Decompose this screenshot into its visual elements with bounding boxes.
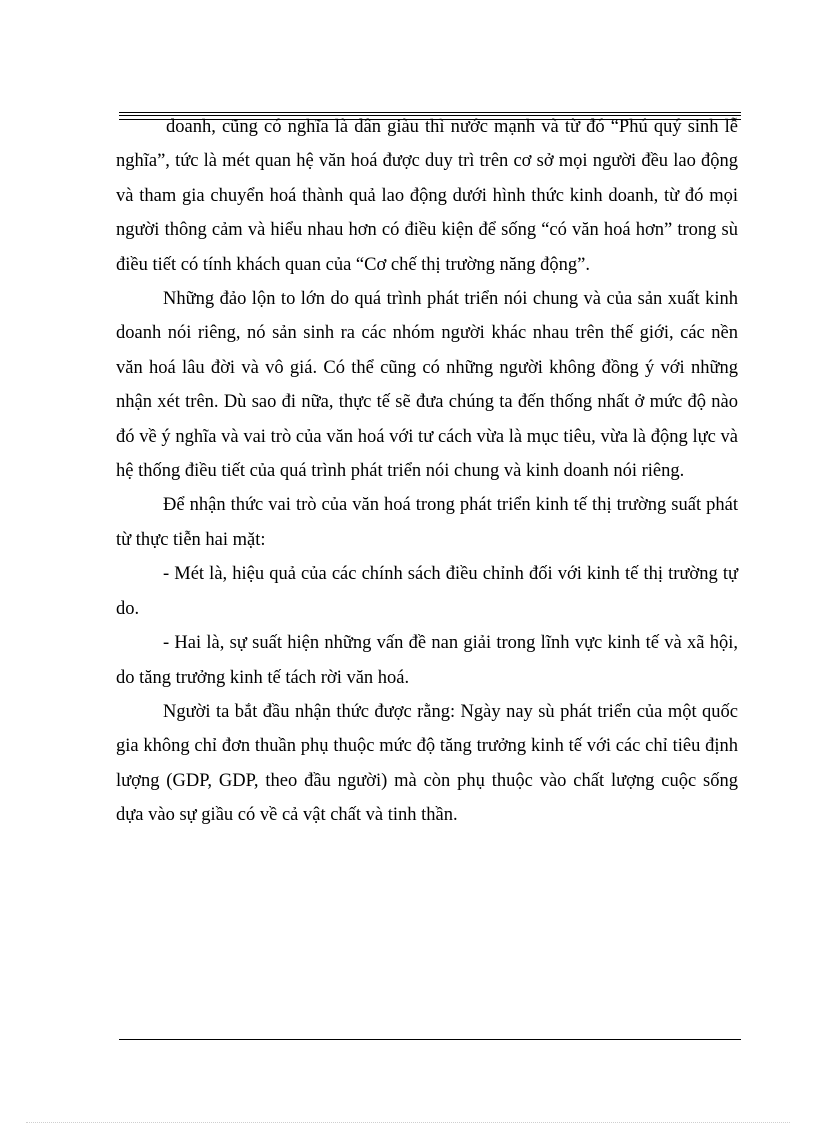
paragraph-4-list-item: - Mét là, hiệu quả của các chính sách điều chỉnh đối với kinh tế thị trường tự do. xyxy=(116,564,738,619)
paragraph-6: Người ta bắt đầu nhận thức được rằng: Ngày nay sù phát triển của một quốc gia không chỉ đơn thuần phụ thuộc mức độ tăng trưởng kinh tế với các chỉ tiêu định lượng (GDP, GDP, theo đầu người) mà còn phụ thuộc vào chất lượng cuộc sống dựa vào sự giầu có về cả vật chất và tinh thần. xyxy=(116,701,738,826)
paragraph-5-list-item: - Hai là, sự suất hiện những vấn đề nan giải trong lĩnh vực kinh tế và xã hội, do tăng trưởng kinh tế tách rời văn hoá. xyxy=(116,633,738,688)
document-body xyxy=(116,110,738,833)
paragraph-3: Để nhận thức vai trò của văn hoá trong phát triển kinh tế thị trường suất phát từ thực tiễn hai mặt: xyxy=(116,495,738,550)
footer-rule xyxy=(119,1039,741,1040)
paragraph-2: Những đảo lộn to lớn do quá trình phát triển nói chung và của sản xuất kinh doanh nói riêng, nó sản sinh ra các nhóm người khác nhau trên thế giới, các nền văn hoá lâu đời và vô giá. Có thể cũng có những người không đồng ý với những nhận xét trên. Dù sao đi nữa, thực tế sẽ đưa chúng ta đến thống nhất ở mức độ nào đó về ý nghĩa và vai trò của văn hoá với tư cách vừa là mục tiêu, vừa là động lực và hệ thống điều tiết của quá trình phát triển nói chung và kinh doanh nói riêng. xyxy=(116,289,738,482)
paragraph-1: doanh, cũng có nghĩa là dân giàu thì nước mạnh và từ đó “Phú quý sinh lễ nghĩa”, tức là mét quan hệ văn hoá được duy trì trên cơ sở mọi người đều lao động và tham gia chuyển hoá thành quả lao động dưới hình thức kinh doanh, từ đó mọi người thông cảm và hiểu nhau hơn có điều kiện để sống “có văn hoá hơn” trong sù điều tiết có tính khách quan của “Cơ chế thị trường năng động”. xyxy=(116,117,738,275)
